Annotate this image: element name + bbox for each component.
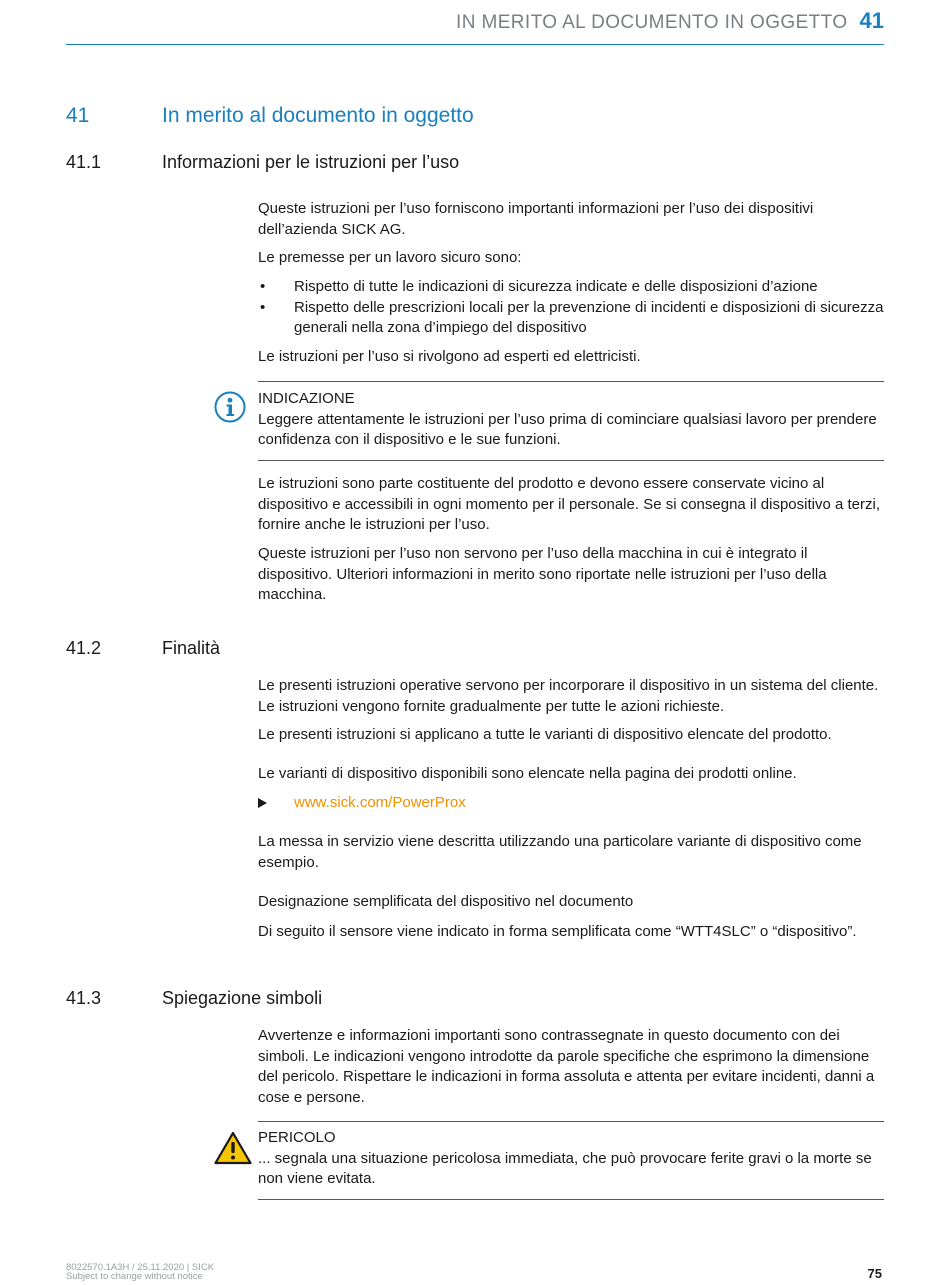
bullet-list [258,277,884,339]
footer-notice: Subject to change without notice [66,1271,203,1282]
paragraph: Di seguito il sensore viene indicato in forma semplificata come “WTT4SLC” o “dispositivo”. [258,923,857,940]
paragraph: Le presenti istruzioni operative servono per incorporare il dispositivo in un sistema del cliente. Le istruzioni vengono fornite gradualmente per tutte le azioni richieste. [258,677,879,715]
list-item: • Rispetto delle prescrizioni locali per la prevenzione di incidenti e disposizioni di sicurezza generali nella zona d’impiego del dispositivo [258,298,884,339]
paragraph: Avvertenze e informazioni importanti sono contrassegnate in questo documento con dei simboli. Le indicazioni vengono introdotte da parole specifiche che esprimono la dimensione del pericolo. Rispettare le indicazioni in forma assoluta e attenta per evitare incidenti, danni a cose e persone. [258,1027,875,1106]
note-bottom-rule [258,460,884,461]
section-number: 41.2 [66,638,102,658]
section-title: Finalità [162,638,221,658]
warning-block [258,1128,884,1190]
chapter-number: 41 [66,104,90,127]
header-rule [66,44,884,45]
paragraph: Queste istruzioni per l’uso non servono per l’uso della macchina in cui è integrato il dispositivo. Ulteriori informazioni in merito sono riportate nelle istruzioni per l’uso della macchina. [258,545,827,603]
note-top-rule [258,381,884,382]
note-text: Leggere attentamente le istruzioni per l’uso prima di cominciare qualsiasi lavoro per prendere confidenza con il dispositivo e le sue funzioni. [258,410,877,448]
subheading: Designazione semplificata del dispositivo nel documento [258,893,634,910]
paragraph: Le presenti istruzioni si applicano a tutte le varianti di dispositivo elencate del prodotto. [258,726,832,743]
warning-label: PERICOLO [258,1129,336,1146]
warning-top-rule [258,1121,884,1122]
paragraph: La messa in servizio viene descritta utilizzando una particolare variante di dispositivo come esempio. [258,833,862,871]
warning-text: ... segnala una situazione pericolosa immediata, che può provocare ferite gravi o la morte se non viene evitata. [258,1149,872,1187]
running-header-chapter: 41 [859,8,884,33]
warning-bottom-rule [258,1199,884,1200]
warning-triangle-icon [214,1131,252,1165]
section-title: Spiegazione simboli [162,988,323,1008]
section-number: 41.3 [66,988,102,1008]
chapter-title: In merito al documento in oggetto [162,104,474,127]
arrow-right-icon [258,798,267,808]
running-header-title: IN MERITO AL DOCUMENTO IN OGGETTO [456,12,848,33]
section-number: 41.1 [66,152,102,172]
paragraph: Le istruzioni sono parte costituente del prodotto e devono essere conservate vicino al dispositivo e accessibili in ogni momento per il personale. Se si consegna il dispositivo a terzi, fornire anche le istruzioni per l’uso. [258,475,880,533]
running-header [456,8,884,34]
product-page-link[interactable]: www.sick.com/PowerProx [294,794,466,811]
footer-info [66,1263,214,1281]
footer-doc-id: 8022570.1A3H / 25.11.2020 | SICK [66,1262,215,1273]
info-icon [214,391,246,423]
section-title: Informazioni per le istruzioni per l’uso [162,152,460,172]
list-item: • Rispetto di tutte le indicazioni di sicurezza indicate e delle disposizioni d’azione [258,277,884,298]
note-label: INDICAZIONE [258,390,355,407]
paragraph: Le varianti di dispositivo disponibili sono elencate nella pagina dei prodotti online. [258,765,797,782]
paragraph: Le istruzioni per l’uso si rivolgono ad esperti ed elettricisti. [258,348,641,365]
page-number: 75 [867,1266,882,1281]
note-block [258,389,884,451]
paragraph: Le premesse per un lavoro sicuro sono: [258,249,522,266]
paragraph: Queste istruzioni per l’uso forniscono importanti informazioni per l’uso dei dispositivi dell’azienda SICK AG. [258,200,814,238]
